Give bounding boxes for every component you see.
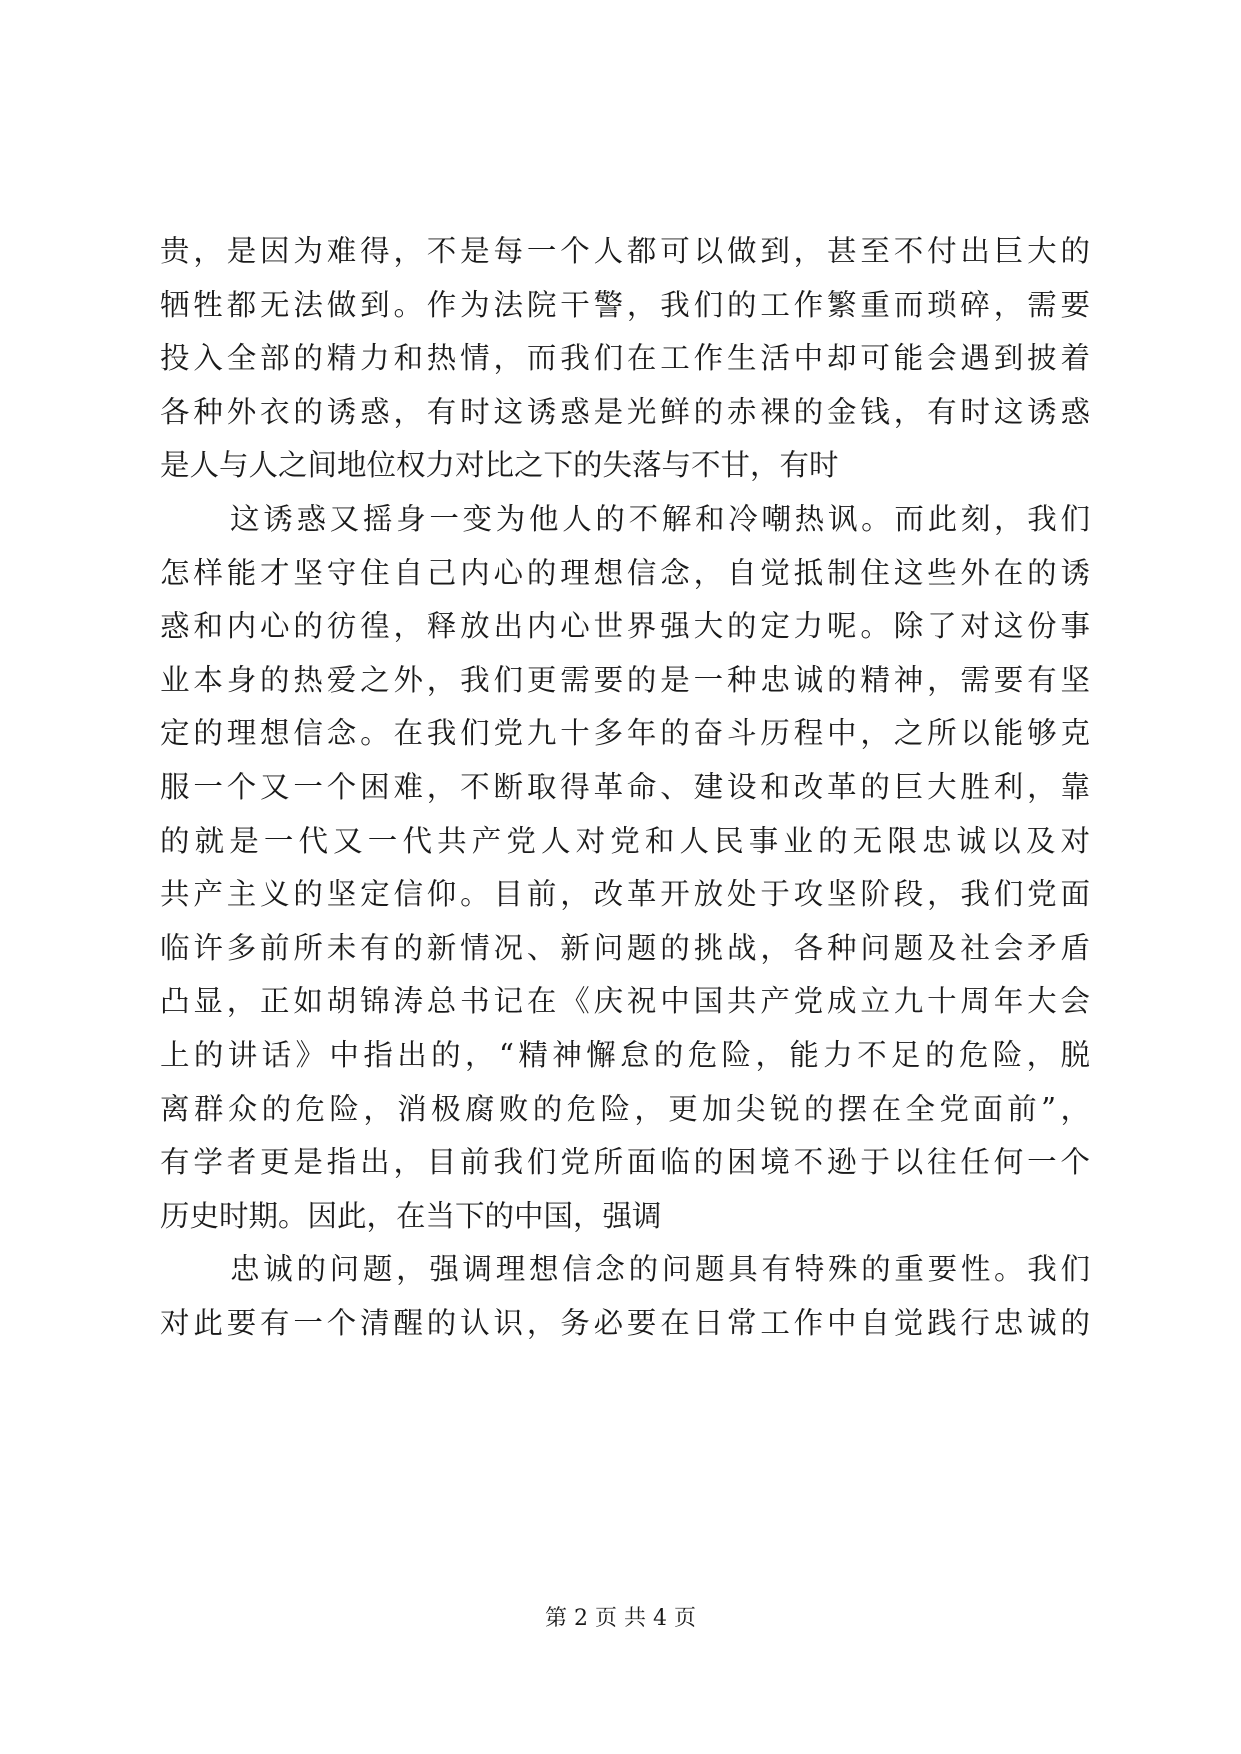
text-line: 凸显，正如胡锦涛总书记在《庆祝中国共产党成立九十周年大会 — [160, 984, 1090, 1019]
text-line: 历史时期。因此，在当下的中国，强调 — [160, 1198, 662, 1233]
text-line: 忠诚的问题，强调理想信念的问题具有特殊的重要性。我们 — [230, 1252, 1090, 1287]
page-footer: 第 2 页 共 4 页 — [545, 1606, 696, 1631]
text-line: 有学者更是指出，目前我们党所面临的困境不逊于以往任何一个 — [160, 1145, 1090, 1180]
text-line: 这诱惑又摇身一变为他人的不解和冷嘲热讽。而此刻，我们 — [230, 501, 1090, 536]
text-line: 各种外衣的诱惑，有时这诱惑是光鲜的赤裸的金钱，有时这诱惑 — [160, 394, 1090, 429]
text-line: 是人与人之间地位权力对比之下的失落与不甘，有时 — [160, 448, 839, 483]
text-line: 业本身的热爱之外，我们更需要的是一种忠诚的精神，需要有坚 — [160, 662, 1090, 697]
text-line: 对此要有一个清醒的认识，务必要在日常工作中自觉践行忠诚的 — [160, 1305, 1090, 1340]
text-line: 定的理想信念。在我们党九十多年的奋斗历程中，之所以能够克 — [160, 716, 1090, 751]
text-line: 投入全部的精力和热情，而我们在工作生活中却可能会遇到披着 — [160, 341, 1090, 376]
text-line: 贵，是因为难得，不是每一个人都可以做到，甚至不付出巨大的 — [160, 234, 1090, 268]
body-text — [160, 225, 1090, 1350]
text-line: 惑和内心的彷徨，释放出内心世界强大的定力呢。除了对这份事 — [160, 609, 1090, 644]
text-line: 牺牲都无法做到。作为法院干警，我们的工作繁重而琐碎，需要 — [160, 287, 1090, 322]
text-line: 临许多前所未有的新情况、新问题的挑战，各种问题及社会矛盾 — [160, 930, 1090, 965]
text-line: 的就是一代又一代共产党人对党和人民事业的无限忠诚以及对 — [160, 823, 1090, 858]
text-line: 服一个又一个困难，不断取得革命、建设和改革的巨大胜利，靠 — [160, 769, 1090, 804]
text-line: 共产主义的坚定信仰。目前，改革开放处于攻坚阶段，我们党面 — [160, 877, 1090, 912]
text-line: 上的讲话》中指出的，“精神懈怠的危险，能力不足的危险，脱 — [160, 1037, 1090, 1072]
text-line: 怎样能才坚守住自己内心的理想信念，自觉抵制住这些外在的诱 — [160, 555, 1090, 590]
text-line: 离群众的危险，消极腐败的危险，更加尖锐的摆在全党面前”， — [160, 1091, 1090, 1126]
